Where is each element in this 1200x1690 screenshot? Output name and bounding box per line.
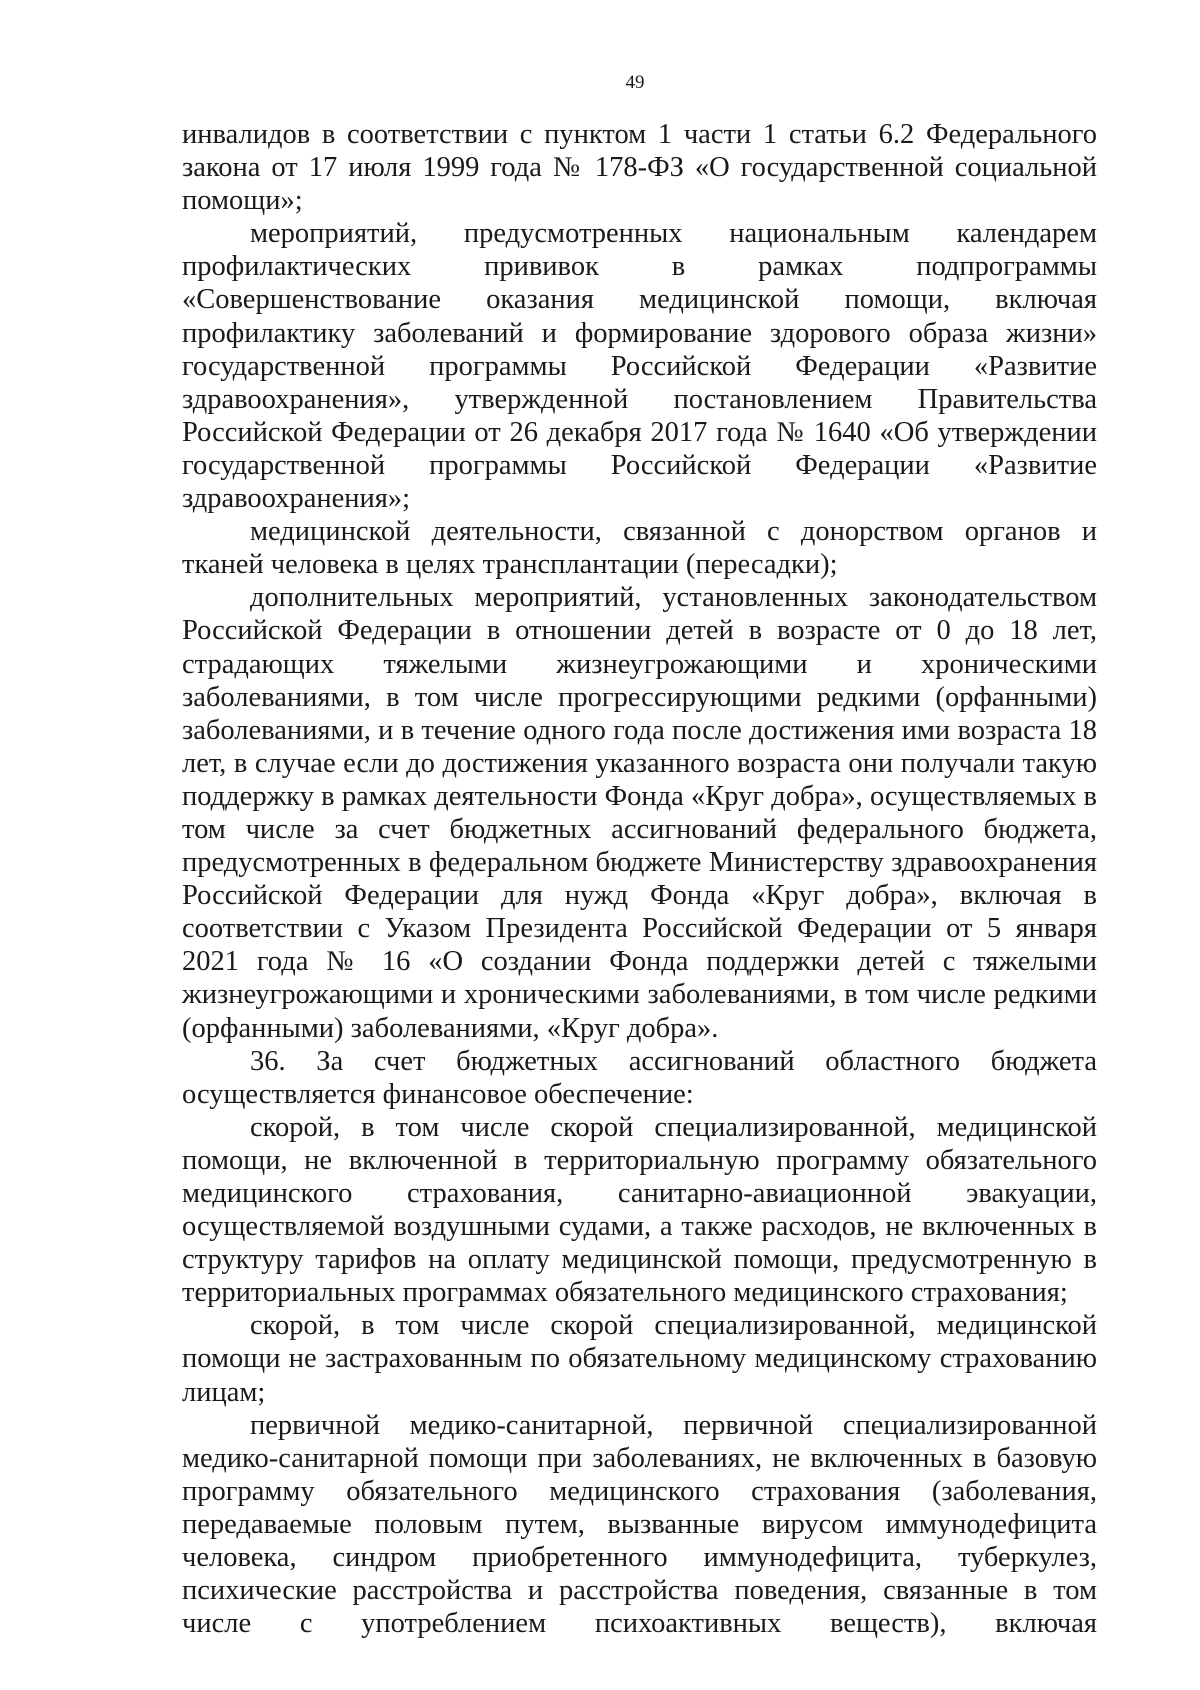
paragraph-emergency-uninsured: скорой, в том числе скорой специализированной, медицинской помощи не застрахованным по обязательному медицинскому страхованию лицам; — [182, 1310, 1097, 1408]
paragraph-invalids: инвалидов в соответствии с пунктом 1 части 1 статьи 6.2 Федерального закона от 17 июля 1999 года № 178-ФЗ «О государственной социальной помощи»; — [182, 119, 1097, 217]
paragraph-krug-dobra: дополнительных мероприятий, установленных законодательством Российской Федерации в отношении детей в возрасте от 0 до 18 лет, страдающих тяжелыми жизнеугрожающими и хроническими заболеваниями, в том числе прогрессирующими редкими (орфанными) заболеваниями, и в течение одного года после достижения ими возраста 18 лет, в случае если до достижения указанного возраста они получали такую поддержку в рамках деятельности Фонда «Круг добра», осуществляемых в том числе за счет бюджетных ассигнований федерального бюджета, предусмотренных в федеральном бюджете Министерству здравоохранения Российской Федерации для нужд Фонда «Круг добра», включая в соответствии с Указом Президента Российской Федерации от 5 января 2021 года № 16 «О создании Фонда поддержки детей с тяжелыми жизнеугрожающими и хроническими заболеваниями, в том числе редкими (орфанными) заболеваниями, «Круг добра». — [182, 582, 1097, 1044]
paragraph-vaccination-calendar: мероприятий, предусмотренных национальным календарем профилактических прививок в рамках подпрограммы «Совершенствование оказания медицинской помощи, включая профилактику заболеваний и формирование здорового образа жизни» государственной программы Российской Федерации «Развитие здравоохранения», утвержденной постановлением Правительства Российской Федерации от 26 декабря 2017 года № 1640 «Об утверждении государственной программы Российской Федерации «Развитие здравоохранения»; — [182, 218, 1097, 515]
page-number: 49 — [625, 72, 645, 93]
paragraph-organ-donation: медицинской деятельности, связанной с донорством органов и тканей человека в целях трансплантации (пересадки); — [182, 516, 1097, 581]
document-body — [182, 118, 1097, 1640]
paragraph-primary-care: первичной медико-санитарной, первичной специализированной медико-санитарной помощи при заболеваниях, не включенных в базовую программу обязательного медицинского страхования (заболевания, передаваемые половым путем, вызванные вирусом иммунодефицита человека, синдром приобретенного иммунодефицита, туберкулез, психические расстройства и расстройства поведения, связанные в том числе с употреблением психоактивных веществ), включая — [182, 1409, 1097, 1640]
paragraph-item-36: 36. За счет бюджетных ассигнований областного бюджета осуществляется финансовое обеспечение: — [182, 1045, 1097, 1110]
paragraph-emergency-aviation: скорой, в том числе скорой специализированной, медицинской помощи, не включенной в территориальную программу обязательного медицинского страхования, санитарно-авиационной эвакуации, осуществляемой воздушными судами, а также расходов, не включенных в структуру тарифов на оплату медицинской помощи, предусмотренную в территориальных программах обязательного медицинского страхования; — [182, 1111, 1097, 1309]
